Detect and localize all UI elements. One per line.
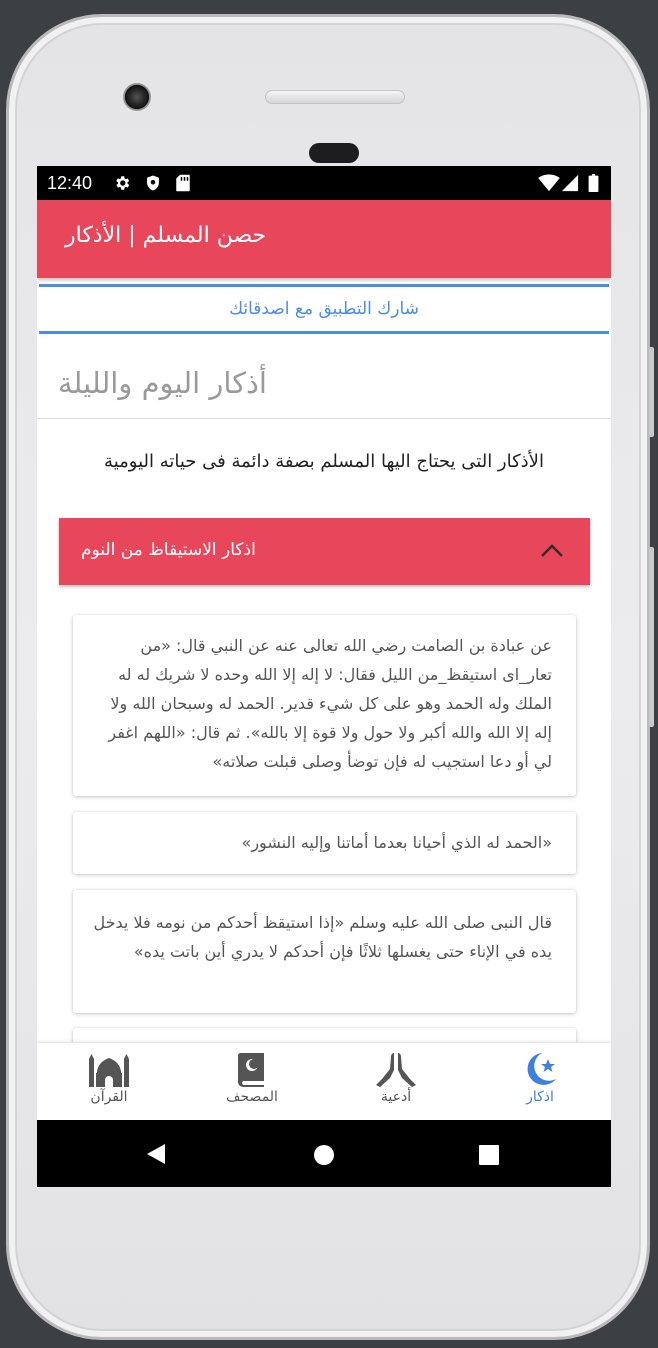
quran-book-icon [236,1051,268,1087]
zikr-card [73,812,576,874]
front-camera [123,83,151,111]
nav-label-quran: القرآن [90,1089,128,1105]
proximity-sensor [309,143,359,163]
power-button [649,347,654,437]
chevron-up-icon[interactable] [540,542,564,558]
share-app-button[interactable] [39,284,609,334]
accordion-header-waking-up[interactable] [59,518,590,585]
screen [37,166,611,1187]
zikr-text: قال النبى صلى الله عليه وسلم «إذا استيقظ أحدكم من نومه فلا يدخل يده في الإناء حتى يغسلها ثلاثًا فإن أحدكم لا يدري أين باتت يده» [93,913,552,961]
nav-item-mushaf[interactable] [202,1043,302,1121]
status-time: 12:40 [47,173,93,193]
praying-hands-icon [374,1051,418,1087]
bottom-navigation [37,1042,611,1120]
app-bar [37,200,611,278]
shield-icon [144,174,162,192]
status-bar [37,166,611,200]
mosque-icon [87,1051,131,1087]
nav-label-duaa: أدعية [380,1089,412,1105]
nav-label-azkar: اذكار [526,1089,554,1105]
accordion-label: اذكار الاستيقاظ من النوم [81,540,256,560]
system-navigation-bar [37,1120,611,1187]
back-icon[interactable] [145,1143,167,1165]
crescent-star-icon [520,1051,560,1087]
zikr-card [73,615,576,796]
cellular-signal-icon [561,174,579,192]
zikr-text: عن عبادة بن الصامت رضي الله تعالى عنه عن النبي قال: «من تعار_اى استيقظ_من الليل فقال: لا إله إلا الله وحده لا شريك له له الملك وله الحمد وهو على كل شيء قدير. الحمد له وسبحان الله ولا إله إلا الله والله أكبر ولا حول ولا قوة إلا بالله». ثم قال: «اللهم اغفر لي أو دعا استجيب له فإن توضأ وصلى قبلت صلاته» [108,636,552,771]
nav-item-quran[interactable] [59,1043,159,1121]
section-title: أذكار اليوم والليلة [57,366,267,400]
zikr-card [73,890,576,1013]
app-title: حصن المسلم | الأذكار [65,223,267,248]
battery-icon [588,174,599,192]
home-icon[interactable] [313,1144,335,1166]
volume-button [649,547,654,727]
nav-item-duaa[interactable] [346,1043,446,1121]
sd-card-icon [175,174,191,192]
nav-label-mushaf: المصحف [226,1089,278,1105]
zikr-text: «الحمد له الذي أحيانا بعدما أماتنا وإليه النشور» [241,833,552,852]
share-app-label: شارك التطبيق مع اصدقائك [229,299,419,319]
section-subtitle: الأذكار التى يحتاج اليها المسلم بصفة دائمة فى حياته اليومية [104,451,544,472]
wifi-icon [538,174,560,192]
settings-icon [113,174,131,192]
divider [37,418,611,419]
recents-icon[interactable] [479,1145,499,1165]
earpiece-speaker [265,90,405,104]
nav-item-azkar[interactable] [490,1043,590,1121]
